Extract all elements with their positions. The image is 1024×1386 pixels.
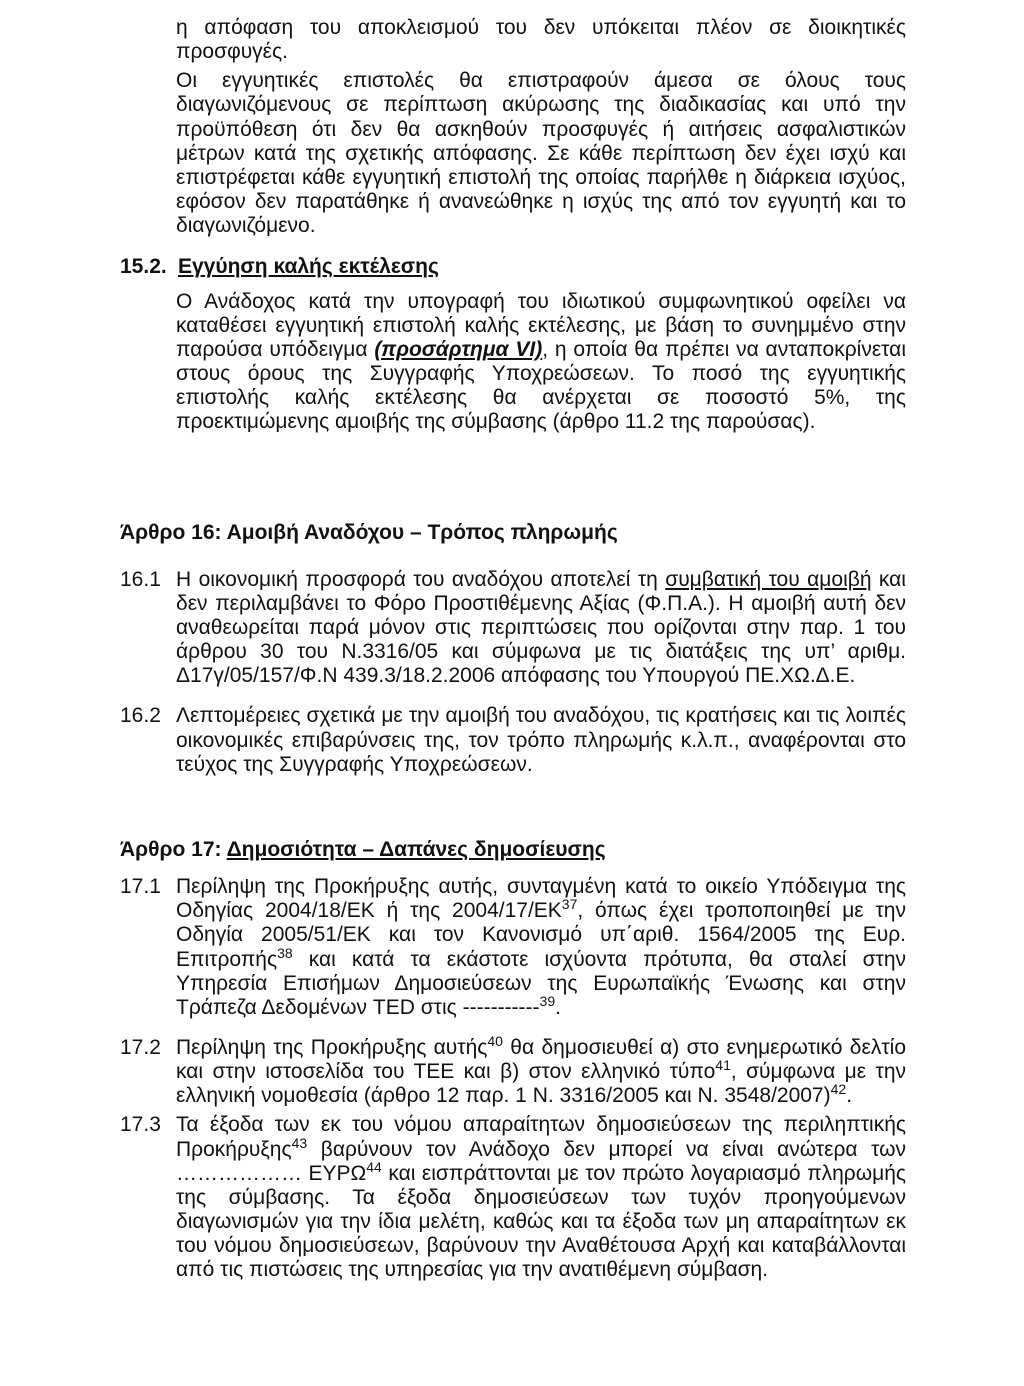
footnote-ref: 43 <box>291 1134 308 1151</box>
date-placeholder-group <box>462 992 561 1019</box>
article-title: Δημοσιότητα – Δαπάνες δημοσίευσης <box>226 837 606 861</box>
clause-text-part: Η οικονομική προσφορά του αναδόχου αποτελεί τη <box>176 567 666 591</box>
clause-text-part: και δεν περιλαμβάνει το Φόρο Προστιθέμενης Αξίας (Φ.Π.Α.). Η αμοιβή αυτή δεν αναθεωρείται παρά μόνον στις περιπτώσεις που ορίζονται στην παρ. 1 του άρθρου 30 του Ν.3316/05 και σύμφωνα με τις διατάξεις της υπ’ αριθμ. Δ17γ/05/157/Φ.Ν 439.3/18.2.2006 απόφασης του Υπουργού ΠΕ.ΧΩ.Δ.Ε. <box>176 567 906 688</box>
clause-number: 17.2 <box>120 1036 161 1059</box>
clause-text-part: . <box>846 1084 853 1108</box>
guarantee-return-paragraph: Οι εγγυητικές επιστολές θα επιστραφούν άμεσα σε όλους τους διαγωνιζόμενους σε περίπτωση ακύρωσης της διαδικασίας και υπό την προϋπόθεση ότι δεν θα ασκηθούν προσφυγές ή αιτήσεις ασφαλιστικών μέτρων κατά της σχετικής απόφασης. Σε κάθε περίπτωση δεν έχει ισχύ και επιστρέφεται κάθε εγγυητική επιστολή της οποίας παρήλθε η διάρκεια ισχύος, εφόσον δεν παρατάθηκε ή ανανεώθηκε η ισχύς της από τον εγγυητή και το διαγωνιζόμενο. <box>176 69 906 238</box>
article-heading-16 <box>120 521 1024 545</box>
footnote-ref: 44 <box>366 1158 382 1175</box>
clause-text-part: , σύμφωνα με την ελληνική νομοθεσία (άρθρο 12 παρ. 1 Ν. 3316/2005 και Ν. 3548/2007) <box>176 1060 906 1108</box>
appendix-reference: (προσάρτημα VI) <box>374 337 543 361</box>
clause-16-2 <box>120 704 906 776</box>
clause-text <box>176 568 906 689</box>
clause-text-part: , όπως έχει τροποποιηθεί με την Οδηγία 2005/51/ΕΚ και τον Κανονισμό υπ΄αριθ. 1564/2005 της Ευρ. Επιτροπής <box>176 899 906 971</box>
footnote-ref: 40 <box>487 1033 503 1049</box>
article-heading-17 <box>120 838 1024 862</box>
section-15-2-body <box>176 290 906 435</box>
section-number: 15.2. <box>120 255 167 279</box>
footnote-ref: 41 <box>715 1057 731 1074</box>
clause-text: Λεπτομέρειες σχετικά με την αμοιβή του αναδόχου, τις κρατήσεις και τις λοιπές οικονομικές επιβαρύνσεις της, τον τρόπο πληρωμής κ.λ.π., αναφέρονται στο τεύχος της Συγγραφής Υποχρεώσεων. <box>176 704 906 776</box>
clause-number: 17.3 <box>120 1113 161 1137</box>
clause-text-part: και εισπράττονται με τον πρώτο λογαριασμό πληρωμής της σύμβασης. Τα έξοδα δημοσιεύσεων των τυχόν προηγούμενων διαγωνισμών για την ίδια μελέτη, καθώς και τα έξοδα των μη απαραίτητων εκ του νόμου δημοσιεύσεων, βαρύνουν την Αναθέτουσα Αρχή και καταβάλλονται από τις πιστώσεις της υπηρεσίας για την ανατιθέμενη σύμβαση. <box>176 1161 906 1282</box>
article-label: Άρθρο 16: <box>120 520 227 544</box>
clause-text <box>176 1033 906 1108</box>
clause-text-part: Τα έξοδα των εκ του νόμου απαραίτητων δημοσιεύσεων της περιληπτικής Προκήρυξης <box>176 1113 906 1161</box>
body-text: Ο Ανάδοχος κατά την υπογραφή του ιδιωτικού συμφωνητικού οφείλει να καταθέσει εγγυητική επιστολή καλής εκτέλεσης, με βάση το συνημμένο στην παρούσα υπόδειγμα <box>176 289 906 361</box>
article-label: Άρθρο 17: <box>120 837 227 861</box>
clause-17-3 <box>120 1113 906 1282</box>
clause-17-1 <box>120 875 906 1020</box>
footnote-ref: 39 <box>539 992 556 1009</box>
clause-number: 17.1 <box>120 875 161 899</box>
section-heading-15-2 <box>120 255 1024 279</box>
date-placeholder: ----------- <box>462 995 540 1019</box>
clause-text-part: και κατά τα εκάστοτε ισχύοντα πρότυπα, θα σταλεί στην Υπηρεσία Επισήμων Δημοσιεύσεων της Ευρωπαϊκής Ένωσης και στην Τράπεζα Δεδομένων TED στις <box>176 947 906 1019</box>
footnote-ref: 42 <box>830 1081 847 1098</box>
clause-number: 16.2 <box>120 704 161 728</box>
clause-text-part: . <box>555 995 561 1019</box>
clause-text <box>176 875 906 1020</box>
article-title: Αμοιβή Αναδόχου – Τρόπος πληρωμής <box>226 520 618 544</box>
clause-text-part: Περίληψη της Προκήρυξης αυτής <box>176 1036 488 1059</box>
footnote-ref: 37 <box>561 896 578 913</box>
section-title: Εγγύηση καλής εκτέλεσης <box>178 255 439 279</box>
underlined-term: συμβατική του αμοιβή <box>665 567 872 591</box>
clause-17-2 <box>120 1033 906 1108</box>
clause-text-part: θα δημοσιευθεί α) στο ενημερωτικό δελτίο και στην ιστοσελίδα του ΤΕΕ και β) στον ελληνικό τύπο <box>176 1036 906 1084</box>
body-text: , η οποία θα πρέπει να ανταποκρίνεται στους όρους της Συγγραφής Υποχρεώσεων. Το ποσό της εγγυητικής επιστολής καλής εκτέλεσης θα ανέρχεται σε ποσοστό 5%, της προεκτιμώμενης αμοιβής της σύμβασης (άρθρο 11.2 της παρούσας). <box>176 337 906 434</box>
continuation-paragraph: η απόφαση του αποκλεισμού του δεν υπόκειται πλέον σε διοικητικές προσφυγές. <box>176 16 906 64</box>
clause-text-part: βαρύνουν τον Ανάδοχο δεν μπορεί να είναι ανώτερα των ……………… ΕΥΡΩ <box>176 1137 906 1185</box>
clause-text <box>176 1113 906 1282</box>
footnote-ref: 38 <box>277 944 293 961</box>
clause-16-1 <box>120 568 906 689</box>
clause-text-part: Περίληψη της Προκήρυξης αυτής, συνταγμένη κατά το οικείο Υπόδειγμα της Οδηγίας 2004/18/ΕΚ ή της 2004/17/ΕΚ <box>176 875 906 923</box>
clause-number: 16.1 <box>120 567 161 591</box>
